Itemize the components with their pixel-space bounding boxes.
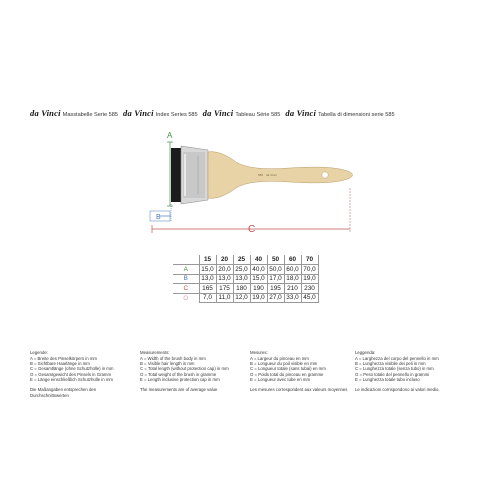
table-cell: 210 xyxy=(284,284,301,294)
table-cell: 40,0 xyxy=(250,265,267,275)
legend-line: C = Longueur totale (sans tubai) en mm xyxy=(250,366,326,372)
table-cell: 25,0 xyxy=(233,265,250,275)
legend-line: O = Peso totale del pennello in grammi xyxy=(355,371,430,377)
brush-ferrule-shade xyxy=(183,152,205,198)
title-de: Masstabelle Serie 585 xyxy=(62,112,119,118)
legend-note: Le indicazioni corrispondono ai valori medio. xyxy=(355,387,440,393)
size-header: 40 xyxy=(250,255,267,265)
legend-line: B = Visible hair length in mm xyxy=(140,361,195,367)
legend-note: The measurements are of average value xyxy=(140,387,218,393)
table-cell: 180 xyxy=(233,284,250,294)
legend-line: A = Breite des Pinselkörpers in mm xyxy=(30,355,97,361)
legend-line: C = Lunghezza totale (senza tubo) in mm xyxy=(355,366,434,372)
legend-line: O = Gesamtgewicht des Pinsels in Gramm xyxy=(30,371,112,377)
handle-hole xyxy=(322,172,328,178)
table-row xyxy=(173,293,318,303)
brush-handle xyxy=(208,152,353,199)
legend-english xyxy=(140,350,240,393)
dimension-a-label: A xyxy=(167,131,173,140)
table-cell: 195 xyxy=(267,284,284,294)
handle-size-print: 585 xyxy=(258,173,264,177)
legend-line: A = Width of the brush body in mm xyxy=(140,355,206,361)
legend-heading: Leggenda: xyxy=(355,350,376,355)
row-label: A xyxy=(173,265,199,275)
table-cell: 190 xyxy=(250,284,267,294)
legend-line: E = Länge einschließlich Schutzhülle in mm xyxy=(30,376,113,382)
table-cell: 13,0 xyxy=(216,274,233,284)
brand-logo-it: da Vinci xyxy=(285,108,317,118)
table-cell: 33,0 xyxy=(284,293,301,303)
table-row xyxy=(173,284,318,294)
legend-note: Les mesures correspondent aux valeurs moyennes xyxy=(250,387,348,393)
table-cell: 165 xyxy=(199,284,216,294)
brush-illustration xyxy=(140,128,370,248)
table-cell: 20,0 xyxy=(216,265,233,275)
title-en: Index Series 585 xyxy=(155,112,198,118)
title-fr: Tableau Série 585 xyxy=(235,112,281,118)
legend-line: E = Length inclusive protection cap in mm xyxy=(140,376,220,382)
size-header: 60 xyxy=(284,255,301,265)
row-label: B xyxy=(173,274,199,284)
size-header: 50 xyxy=(267,255,284,265)
row-label: O xyxy=(173,293,199,303)
brush-bristles xyxy=(171,148,181,202)
size-header: 25 xyxy=(233,255,250,265)
dimension-b-label: B xyxy=(156,214,161,221)
table-cell: 19,0 xyxy=(301,274,318,284)
brush-diagram xyxy=(140,128,370,248)
legend-line: O = Total weight of the brush in gramme xyxy=(140,371,217,377)
legend-french xyxy=(250,350,350,393)
table-cell: 15,0 xyxy=(250,274,267,284)
table-cell: 13,0 xyxy=(199,274,216,284)
legend-german xyxy=(30,350,130,398)
legend-line: B = Sichtbare Haarlänge in mm xyxy=(30,361,90,367)
size-header: 20 xyxy=(216,255,233,265)
brand-logo-de: da Vinci xyxy=(30,108,61,118)
table-cell: 18,0 xyxy=(284,274,301,284)
catalog-title-row xyxy=(30,108,470,120)
legend-line: A = Largeur du pinceau en mm xyxy=(250,355,309,361)
table-cell: 7,0 xyxy=(199,293,216,303)
legend-line: O = Poids total du pinceau en gramme xyxy=(250,371,324,377)
legend-heading: Mesures: xyxy=(250,350,268,355)
legend-heading: Measurements: xyxy=(140,350,170,355)
legend-line: A = Larghezza del corpo del pennello in mm xyxy=(355,355,439,361)
table-row xyxy=(173,274,318,284)
legend-line: E = Longueur avec tube en mm xyxy=(250,376,311,382)
table-cell: 11,0 xyxy=(216,293,233,303)
dimension-table xyxy=(173,255,319,303)
table-cell: 70,0 xyxy=(301,265,318,275)
table-cell: 13,0 xyxy=(233,274,250,284)
table-cell: 175 xyxy=(216,284,233,294)
table-cell: 19,0 xyxy=(250,293,267,303)
legend-italian xyxy=(355,350,455,393)
row-label: C xyxy=(173,284,199,294)
legend-line: B = Lunghezza visibile dei peli in mm xyxy=(355,361,426,367)
size-header: 70 xyxy=(301,255,318,265)
table-cell: 45,0 xyxy=(301,293,318,303)
legend-note: Die Maßangaben entsprechen den Durchschnittswerten xyxy=(30,387,97,398)
legend-line: C = Gesamtlänge (ohne Schutzhülle) in mm xyxy=(30,366,114,372)
table-cell: 15,0 xyxy=(199,265,216,275)
legend-line: C = Total length (without protection cap) in mm xyxy=(140,366,229,372)
table-cell: 60,0 xyxy=(284,265,301,275)
size-header: 15 xyxy=(199,255,216,265)
brand-logo-en: da Vinci xyxy=(123,108,154,118)
title-it: Tabella di dimensioni serie 585 xyxy=(318,112,395,118)
legend-heading: Legende: xyxy=(30,350,48,355)
brand-logo-fr: da Vinci xyxy=(202,108,234,118)
legend-line: B = Longueur du poil visible en mm xyxy=(250,361,318,367)
table-cell: 27,0 xyxy=(267,293,284,303)
handle-brand-print: da Vinci xyxy=(266,173,277,177)
table-row xyxy=(173,265,318,275)
table-header-row xyxy=(173,255,318,265)
table-cell: 230 xyxy=(301,284,318,294)
table-cell: 50,0 xyxy=(267,265,284,275)
table-cell: 17,0 xyxy=(267,274,284,284)
dimension-c-label: C xyxy=(248,224,256,235)
legend-line: E = Lunghezza totale tubo incluso xyxy=(355,376,420,382)
table-cell: 12,0 xyxy=(233,293,250,303)
